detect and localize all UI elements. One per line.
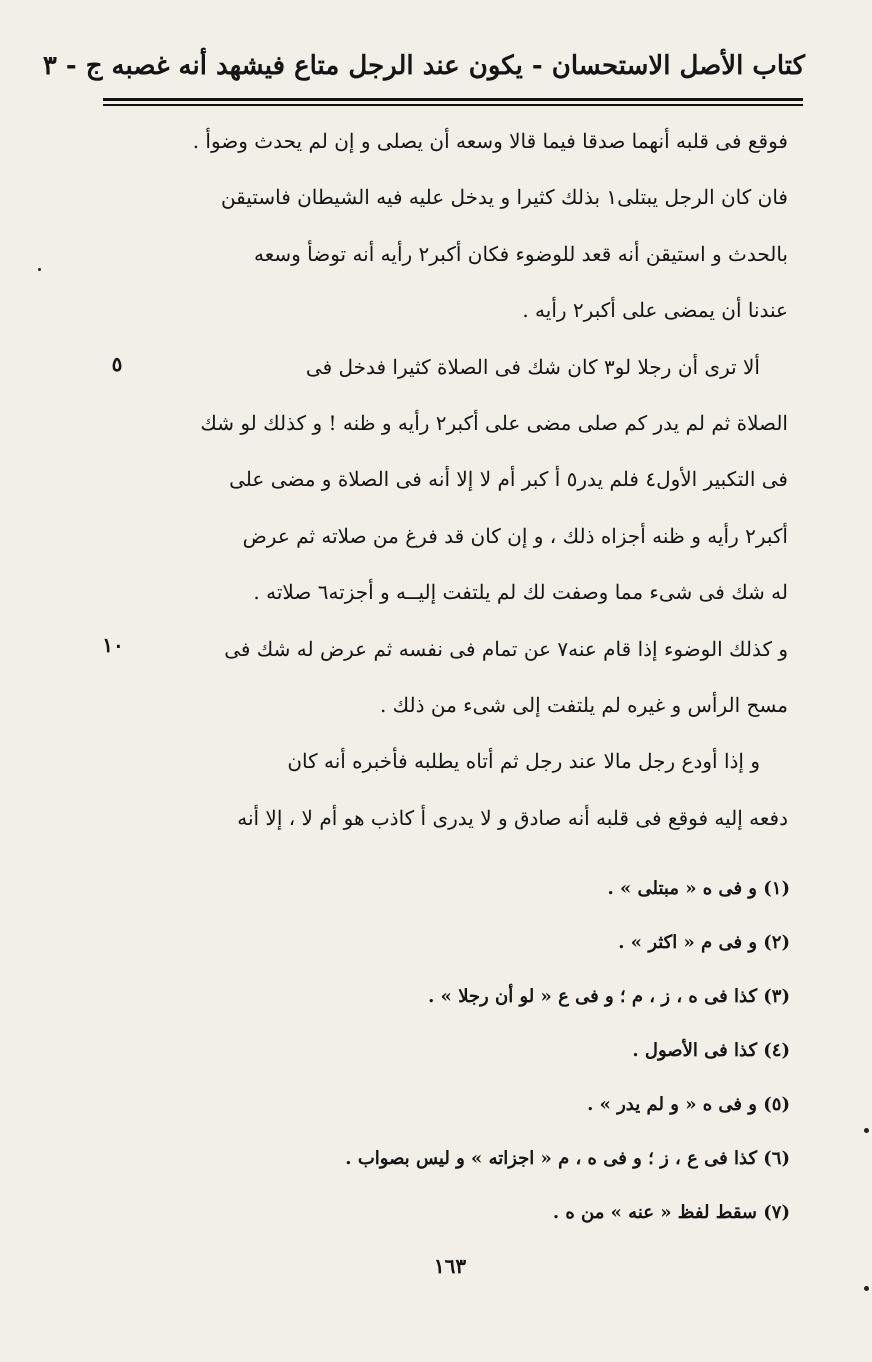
text-line: و إذا أودع رجل مالا عند رجل ثم أتاه يطلبه فأخبره أنه كان	[287, 749, 760, 774]
text-line: أكبر٢ رأيه و ظنه أجزاه ذلك ، و إن كان قد فرغ من صلاته ثم عرض	[242, 523, 788, 548]
footnote: (٧) سقط لفظ « عنه » من ه .	[552, 1202, 790, 1223]
main-text	[128, 113, 788, 846]
page-number: ١٦٣	[433, 1254, 467, 1278]
text-line: دفعه إليه فوقع فى قلبه أنه صادق و لا يدرى أ كاذب هو أم لا ، إلا أنه	[237, 805, 788, 830]
header-rule-thick	[103, 98, 803, 101]
text-line: فان كان الرجل يبتلى١ بذلك كثيرا و يدخل عليه فيه الشيطان فاستيقن	[220, 185, 788, 210]
line-number-10: ١٠	[102, 633, 124, 657]
footnote: (٥) و فى ه « و لم يدر » .	[587, 1094, 790, 1115]
text-line: فوقع فى قلبه أنهما صدقا فيما قالا وسعه أن يصلى و إن لم يحدث وضوأ .	[192, 129, 788, 153]
line-number-5: ٥	[111, 352, 123, 376]
text-line: عندنا أن يمضى على أكبر٢ رأيه .	[522, 298, 788, 323]
footnotes	[270, 862, 790, 1240]
footnote: (٢) و فى م « اكثر » .	[618, 932, 790, 953]
text-line: الصلاة ثم لم يدر كم صلى مضى على أكبر٢ رأيه و ظنه ! و كذلك لو شك	[200, 410, 788, 435]
text-line: ألا ترى أن رجلا لو٣ كان شك فى الصلاة كثيرا فدخل فى	[305, 354, 760, 379]
footnote: (٣) كذا فى ه ، ز ، م ؛ و فى ع « لو أن رجلا » .	[428, 986, 790, 1007]
text-line: و كذلك الوضوء إذا قام عنه٧ عن تمام فى نفسه ثم عرض له شك فى	[224, 636, 788, 661]
header-rule-thin	[103, 104, 803, 106]
text-line: بالحدث و استيقن أنه قعد للوضوء فكان أكبر٢ رأيه أنه توضأ وسعه	[253, 241, 788, 266]
text-line: مسح الرأس و غيره لم يلتفت إلى شىء من ذلك .	[379, 692, 788, 717]
footnote: (١) و فى ه « مبتلى » .	[607, 878, 790, 899]
text-line: فى التكبير الأول٤ فلم يدر٥ أ كبر أم لا إلا أنه فى الصلاة و مضى على	[229, 467, 788, 492]
running-header: كتاب الأصل الاستحسان - يكون عند الرجل متاع فيشهد أنه غصبه ج - ٣	[42, 51, 805, 81]
footnote: (٤) كذا فى الأصول .	[632, 1040, 790, 1061]
scan-speck	[864, 1286, 869, 1291]
text-line: له شك فى شىء مما وصفت لك لم يلتفت إليــه و أجزته٦ صلاته .	[253, 580, 788, 605]
scan-speck	[864, 1128, 869, 1133]
scan-speck	[38, 268, 41, 271]
footnote: (٦) كذا فى ع ، ز ؛ و فى ه ، م « اجزاته » و ليس بصواب .	[345, 1148, 790, 1169]
